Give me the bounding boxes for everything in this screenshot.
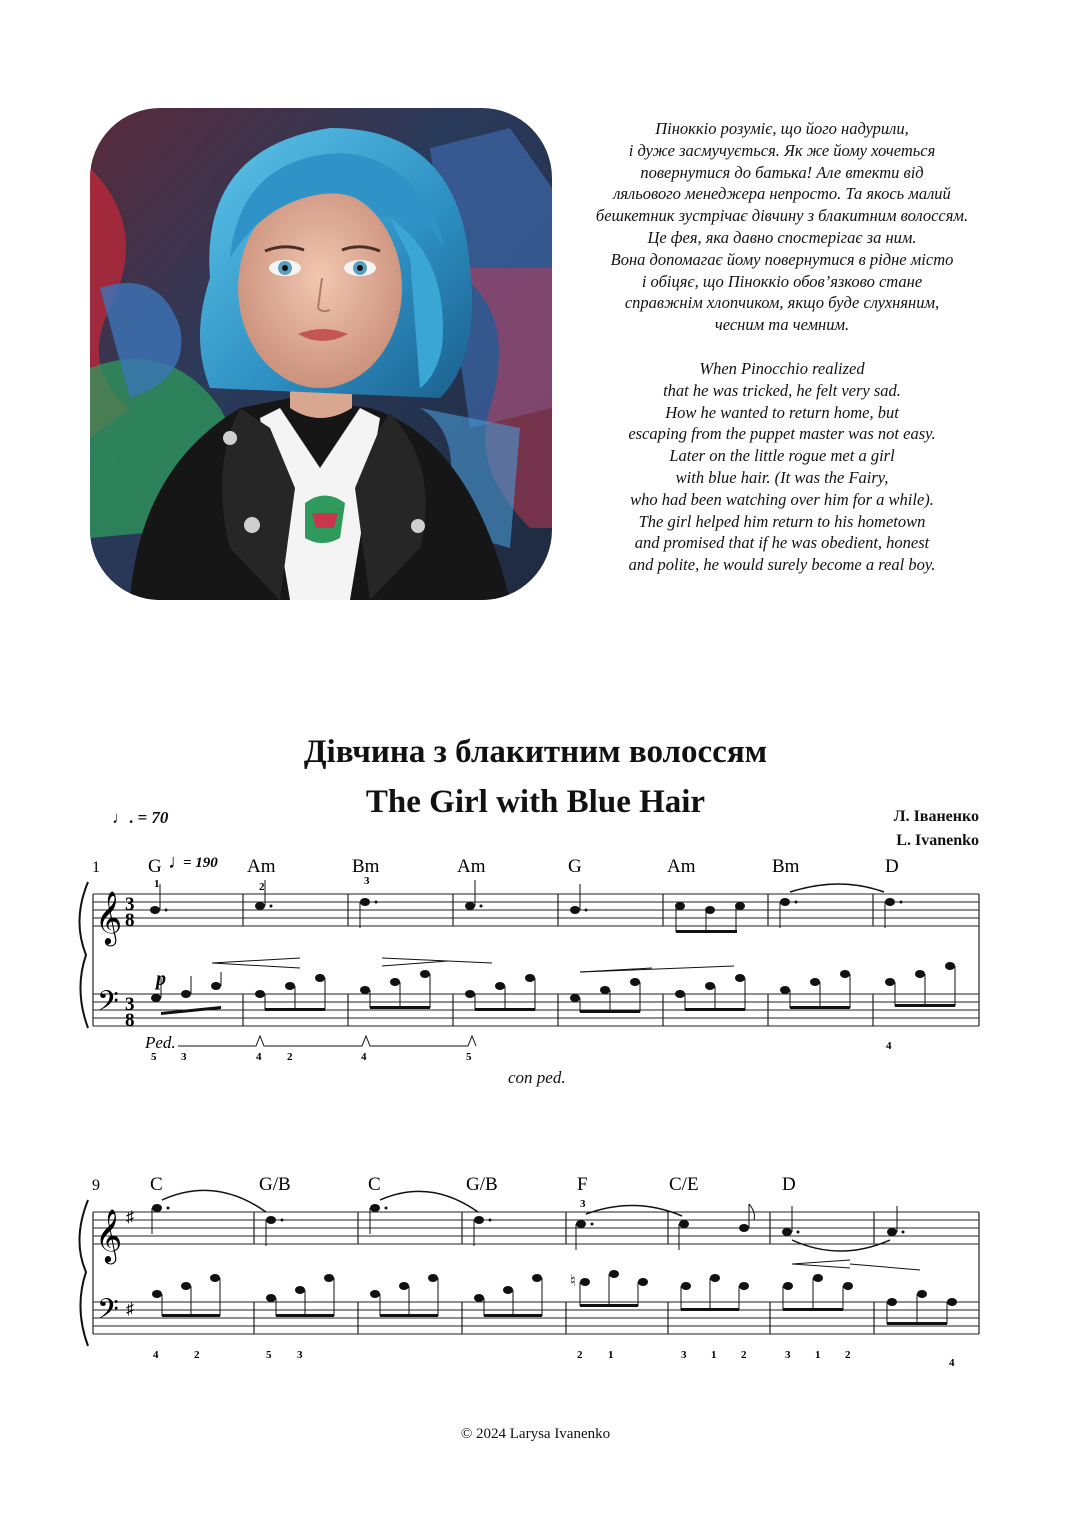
hairpins bbox=[792, 1260, 920, 1270]
tempo-value: = 70 bbox=[137, 808, 169, 827]
chord-symbol: G/B bbox=[466, 1174, 498, 1195]
system-2 bbox=[79, 1174, 979, 1369]
finger-number: 5 bbox=[151, 1051, 157, 1063]
lh-fingering bbox=[153, 1349, 955, 1369]
chord-symbols bbox=[150, 1174, 796, 1195]
poem-ua-line: бешкетник зустрічає дівчину з блакитним волоссям. bbox=[595, 206, 969, 226]
time-signature-bass: 3 bbox=[125, 994, 135, 1015]
chord-symbol: G bbox=[148, 856, 162, 877]
finger-number: 4 bbox=[949, 1357, 955, 1369]
poem-en-line: When Pinocchio realized bbox=[699, 358, 865, 378]
finger-number: 3 bbox=[297, 1349, 303, 1361]
finger-number: 1 bbox=[154, 878, 160, 890]
treble-clef-icon: 𝄞 bbox=[95, 892, 123, 943]
chord-symbol: C bbox=[150, 1174, 163, 1195]
quarter-note-icon: ♩ bbox=[168, 851, 188, 873]
chord-symbol: D bbox=[885, 856, 899, 877]
bass-notes bbox=[152, 1270, 957, 1325]
pedal-line bbox=[178, 1036, 476, 1046]
chord-symbol: Am bbox=[667, 856, 696, 877]
con-ped-marking: con ped. bbox=[508, 1068, 566, 1087]
poem-ua-line: справжнім хлопчиком, якщо буде слухняним, bbox=[624, 293, 940, 313]
sharp-key-signature-icon: ♯ bbox=[126, 1301, 134, 1318]
tie bbox=[790, 884, 884, 892]
title-english: The Girl with Blue Hair bbox=[365, 784, 706, 820]
poem-en-line: Later on the little rogue met a girl bbox=[669, 446, 895, 466]
finger-number: 2 bbox=[741, 1349, 747, 1361]
time-signature-treble: 8 bbox=[125, 910, 135, 931]
poem-en-line: The girl helped him return to his hometown bbox=[638, 511, 926, 531]
finger-number: 1 bbox=[711, 1349, 717, 1361]
bass-staff bbox=[93, 1302, 979, 1334]
system-1 bbox=[79, 851, 979, 1063]
copyright-notice: © 2024 Larysa Ivanenko bbox=[460, 1426, 611, 1442]
lh-fingering bbox=[151, 1040, 892, 1063]
bass-clef-icon: 𝄢 bbox=[97, 987, 119, 1024]
poem-en-line: with blue hair. (It was the Fairy, bbox=[675, 467, 889, 487]
measure-number: 9 bbox=[92, 1177, 100, 1194]
finger-number: 4 bbox=[886, 1040, 892, 1052]
poem-en-line: and polite, he would surely become a real boy. bbox=[628, 555, 936, 575]
chord-symbol: Am bbox=[247, 856, 276, 877]
poem-ua-line: повернутися до батька! Але втекти від bbox=[640, 162, 924, 182]
finger-number: 4 bbox=[361, 1051, 367, 1063]
poem-en-line: that he was tricked, he felt very sad. bbox=[663, 380, 901, 400]
poem-en-line: How he wanted to return home, but bbox=[665, 402, 899, 422]
brace bbox=[79, 1200, 88, 1346]
finger-number: 3 bbox=[681, 1349, 687, 1361]
natural-sign-icon: ♮ bbox=[570, 1273, 576, 1290]
poem-ua-line: Піноккіо розуміє, що його надурили, bbox=[655, 119, 909, 138]
bass-clef-icon: 𝄢 bbox=[97, 1295, 119, 1332]
composer-ukrainian: Л. Іваненко bbox=[893, 808, 979, 825]
sharp-key-signature-icon: ♯ bbox=[126, 1209, 134, 1226]
finger-number: 4 bbox=[256, 1051, 262, 1063]
finger-number: 2 bbox=[577, 1349, 583, 1361]
composer-english: L. Ivanenko bbox=[896, 832, 979, 849]
finger-number: 5 bbox=[266, 1349, 272, 1361]
chord-symbols bbox=[148, 856, 899, 877]
rh-fingering bbox=[154, 875, 370, 893]
finger-number: 2 bbox=[845, 1349, 851, 1361]
dynamic-marking: p bbox=[156, 968, 166, 990]
poem-en-line: who had been watching over him for a while). bbox=[630, 489, 934, 509]
alt-tempo: = 190 bbox=[183, 855, 218, 871]
poem-ua-line: і обіцяє, що Піноккіо обов’язково стане bbox=[641, 271, 923, 291]
pedal-marking: Ped. bbox=[145, 1033, 176, 1052]
chord-symbol: Bm bbox=[352, 856, 380, 877]
treble-staff bbox=[93, 894, 979, 926]
measure-number: 1 bbox=[92, 859, 100, 876]
poem-ua-line: Це фея, яка давно спостерігає за ним. bbox=[647, 227, 917, 247]
poem-ua-line: чесним та чемним. bbox=[714, 315, 850, 335]
finger-number: 3 bbox=[364, 875, 370, 887]
treble-clef-icon: 𝄞 bbox=[95, 1210, 123, 1261]
finger-number: 3 bbox=[181, 1051, 187, 1063]
time-signature-bass: 8 bbox=[125, 1010, 135, 1031]
dotted-quarter-note-icon: ♩. bbox=[112, 808, 134, 827]
poem-en-line: escaping from the puppet master was not easy. bbox=[628, 424, 936, 444]
chord-symbol: G bbox=[568, 856, 582, 877]
bass-notes bbox=[151, 962, 955, 1015]
poem-en-line: and promised that if he was obedient, honest bbox=[634, 533, 930, 553]
treble-staff bbox=[93, 1212, 979, 1244]
finger-number: 3 bbox=[785, 1349, 791, 1361]
poem-ua-line: ляльового менеджера непросто. Та якось малий bbox=[613, 184, 951, 204]
bass-staff bbox=[93, 994, 979, 1026]
chord-symbol: F bbox=[577, 1174, 588, 1195]
chord-symbol: Am bbox=[457, 856, 486, 877]
finger-number: 2 bbox=[194, 1349, 200, 1361]
chord-symbol: C/E bbox=[669, 1174, 699, 1195]
hairpins bbox=[212, 958, 734, 972]
chord-symbol: G/B bbox=[259, 1174, 291, 1195]
finger-number: 3 bbox=[580, 1198, 586, 1210]
finger-number: 2 bbox=[287, 1051, 293, 1063]
chord-symbol: D bbox=[782, 1174, 796, 1195]
finger-number: 2 bbox=[259, 881, 265, 893]
poem-ua-line: Вона допомагає йому повернутися в рідне місто bbox=[610, 249, 954, 269]
title-ukrainian: Дівчина з блакитним волоссям bbox=[303, 734, 768, 770]
brace bbox=[79, 882, 88, 1028]
finger-number: 1 bbox=[815, 1349, 821, 1361]
time-signature-treble: 3 bbox=[125, 894, 135, 915]
poem-ua-line: і дуже засмучується. Як же йому хочеться bbox=[628, 140, 936, 160]
finger-number: 1 bbox=[608, 1349, 614, 1361]
chord-symbol: C bbox=[368, 1174, 381, 1195]
chord-symbol: Bm bbox=[772, 856, 800, 877]
finger-number: 4 bbox=[153, 1349, 159, 1361]
finger-number: 5 bbox=[466, 1051, 472, 1063]
